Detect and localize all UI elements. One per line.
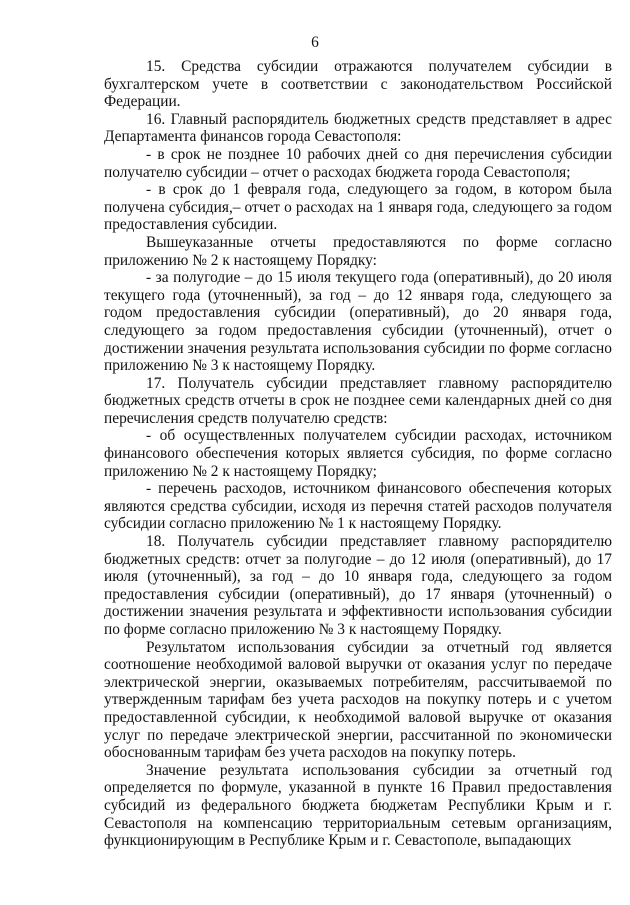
paragraph-17: 17. Получатель субсидии представляет главному распорядителю бюджетных средств отчеты в срок не позднее семи календарных дней со дня перечисления средств получателю средств: xyxy=(104,374,612,427)
list-item: - в срок до 1 февраля года, следующего за годом, в котором была получена субсидия,– отчет о расходах на 1 января года, следующего за годом предоставления субсидии. xyxy=(104,181,612,234)
list-item: - перечень расходов, источником финансового обеспечения которых являются средства субсидии, исходя из перечня статей расходов получателя субсидии согласно приложению № 1 к настоящему Порядку. xyxy=(104,480,612,533)
paragraph: Результатом использования субсидии за отчетный год является соотношение необходимой валовой выручки от оказания услуг по передаче электрической энергии, оказываемых потребителям, рассчитываемой по утвержденным тарифам без учета расходов на покупку потерь и с учетом предоставленной субсидии, к необходимой валовой выручке от оказания услуг по передаче электрической энергии, рассчитанной по экономически обоснованным тарифам без учета расходов на покупку потерь. xyxy=(104,638,612,762)
paragraph-15: 15. Средства субсидии отражаются получателем субсидии в бухгалтерском учете в соответствии с законодательством Российской Федерации. xyxy=(104,58,612,111)
list-item: - за полугодие – до 15 июля текущего года (оперативный), до 20 июля текущего года (уточненный), за год – до 12 января года, следующего за годом предоставления субсидии (оперативный), до 20 января года, следующего за годом предоставления субсидии (уточненный), отчет о достижении значения результата использования субсидии по форме согласно приложению № 3 к настоящему Порядку. xyxy=(104,269,612,375)
paragraph-18: 18. Получатель субсидии представляет главному распорядителю бюджетных средств: отчет за полугодие – до 12 июля (оперативный), до 17 июля (уточненный), за год – до 10 января года, следующего за годом предоставления субсидии (оперативный), до 17 января (уточненный) о достижении значения результата и эффективности использования субсидии по форме согласно приложению № 3 к настоящему Порядку. xyxy=(104,533,612,638)
page-number: 6 xyxy=(311,34,319,51)
list-item: - об осуществленных получателем субсидии расходах, источником финансового обеспечения которых является субсидия, по форме согласно приложению № 2 к настоящему Порядку; xyxy=(104,427,612,480)
paragraph: Значение результата использования субсидии за отчетный год определяется по формуле, указанной в пункте 16 Правил предоставления субсидий из федерального бюджета бюджетам Республики Крым и г. Севастополя на компенсацию территориальным сетевым организациям, функционирующим в Республике Крым и г. Севастополе, выпадающих xyxy=(104,761,612,850)
paragraph-16: 16. Главный распорядитель бюджетных средств представляет в адрес Департамента финансов города Севастополя: xyxy=(104,110,612,146)
document-body xyxy=(104,58,612,850)
paragraph: Вышеуказанные отчеты предоставляются по форме согласно приложению № 2 к настоящему Порядку: xyxy=(104,233,612,269)
list-item: - в срок не позднее 10 рабочих дней со дня перечисления субсидии получателю субсидии – отчет о расходах бюджета города Севастополя; xyxy=(104,145,612,181)
